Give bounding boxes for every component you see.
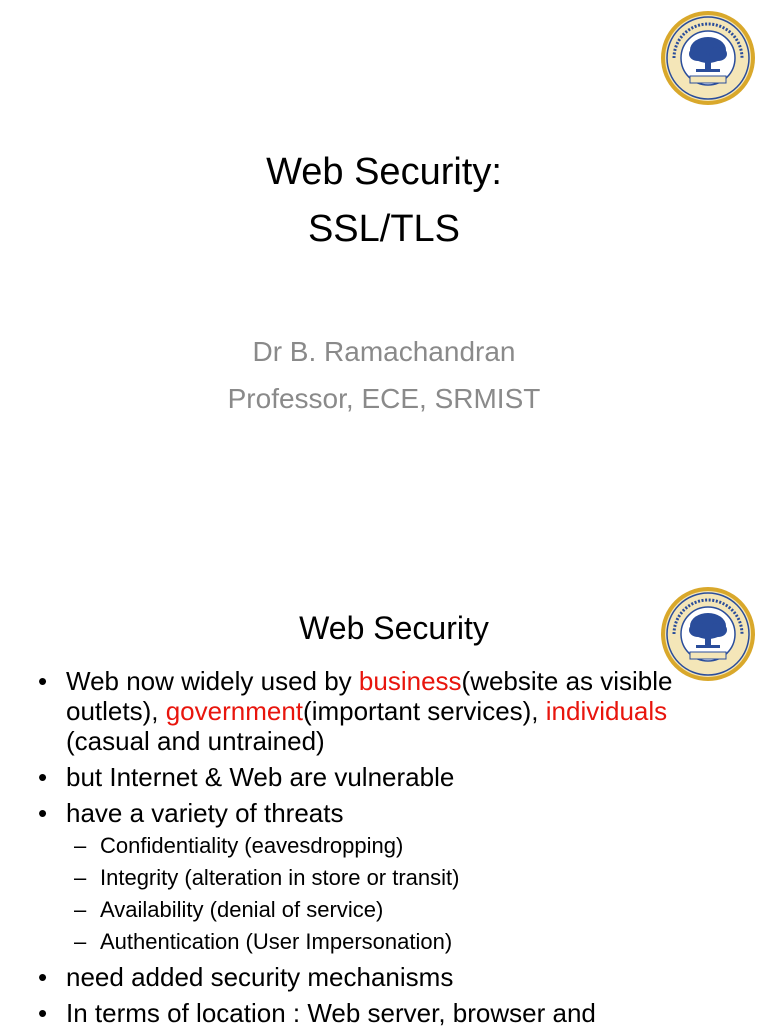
dash-marker: – [74,833,87,858]
seal-icon [660,10,756,106]
srm-seal-logo [660,10,756,106]
bullet-security-mechanisms: • need added security mechanisms [38,962,454,992]
highlight-business: business [358,666,462,696]
slide-title-line2: SSL/TLS [307,208,461,250]
slide2-title: Web Security [299,610,489,646]
slide-title-line1: Web Security: [266,151,502,193]
dash-marker: – [74,865,87,890]
sub-bullet-availability: – Availability (denial of service) [74,897,384,922]
bullet-marker: • [38,666,48,696]
sub-bullet-confidentiality: – Confidentiality (eavesdropping) [74,833,404,858]
dash-marker: – [74,897,87,922]
bullet-list [0,666,768,1034]
bullet-marker: • [38,762,48,792]
highlight-individuals: individuals [545,696,668,726]
author-affiliation: Professor, ECE, SRMIST [227,383,541,414]
bullet-vulnerable: • but Internet & Web are vulnerable [38,762,455,792]
bullet-marker: • [38,998,48,1028]
bullet-marker: • [38,962,48,992]
author-name: Dr B. Ramachandran [252,336,516,367]
bullet-location: • In terms of location : Web server, browser and [38,998,596,1028]
sub-bullet-integrity: – Integrity (alteration in store or transit) [74,865,460,890]
bullet-marker: • [38,798,48,828]
bullet-web-usage: • Web now widely used by business(website as visible outlets), government(important services), individuals (casual and untrained) [38,666,673,756]
sub-bullet-authentication: – Authentication (User Impersonation) [74,929,453,954]
bullet-threats: • have a variety of threats [38,798,344,828]
highlight-government: government [165,696,304,726]
dash-marker: – [74,929,87,954]
